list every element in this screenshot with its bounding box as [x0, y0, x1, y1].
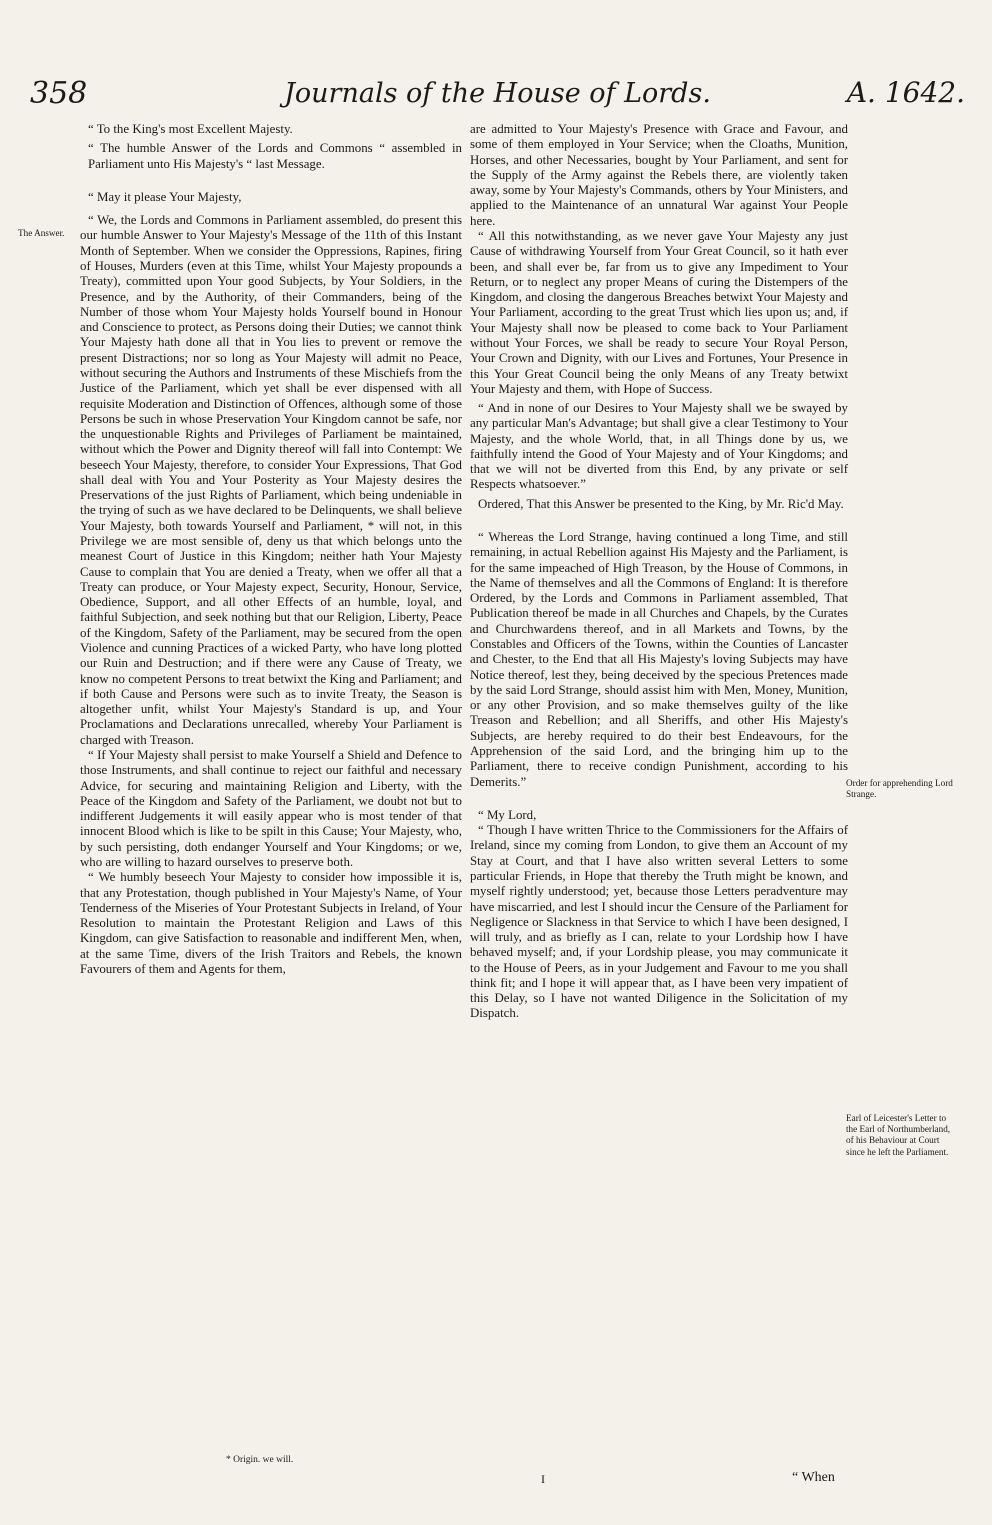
answer-paragraph-3: “ We humbly beseech Your Majesty to consider how impossible it is, that any Protestation, though published in Your Majesty's Name, of Your Tenderness of the Miseries of Your Protestant Subjects in Ireland, of Your Resolution to maintain the Protestant Religion and Laws of this Kingdom, can give Satisfaction to reasonable and indifferent Men, when, at the same Time, divers of the Irish Traitors and Rebels, the known Favourers of them and Agents for them, [80, 870, 462, 976]
answer-paragraph-3-continued: are admitted to Your Majesty's Presence with Grace and Favour, and some of them employed in Your Service; when the Cloaths, Munition, Horses, and other Necessaries, bought by Your Parliament, and sent for the Supply of the Army against the Rebels there, are violently taken away, some by Your Majesty's Commands, others by Your Ministers, and applied to the Maintenance of an unnatural War against Your People here. [470, 122, 848, 228]
signature-mark: I [541, 1472, 545, 1486]
page-year: A. 1642. [846, 76, 965, 109]
margin-note-leicester: Earl of Leicester's Letter to the Earl of Northumberland, of his Behaviour at Court since he left the Parliament. [846, 1113, 951, 1157]
margin-note-order-strange: Order for apprehending Lord Strange. [846, 778, 953, 800]
running-title: Journals of the House of Lords. [284, 78, 711, 109]
lord-strange-order: “ Whereas the Lord Strange, having continued a long Time, and still remaining, in actual Rebellion against His Majesty and the Parliament, is for the same impeached of High Treason, by the House of Commons, in the Name of themselves and all the Commons of England: It is therefore Ordered, by the Lords and Commons in Parliament assembled, That Publication thereof be made in all Churches and Chapels, by the Curates and Churchwardens thereof, and in all Markets and Towns, by the Constables and Officers of the Towns, within the Counties of Lancaster and Chester, to the End that all His Majesty's loving Subjects may have Notice thereof, lest they, being deceived by the specious Pretences made by the said Lord Strange, should assist him with Men, Money, Munition, or any other Provision, and so make themselves guilty of the like Treason and Rebellion; and all Sheriffs, and other His Majesty's Subjects, are hereby required to do their best Endeavours, for the Apprehension of the said Lord, and the bringing him up to the Parliament, there to receive condign Punishment, according to his Demerits.” [470, 530, 848, 789]
margin-note-answer: The Answer. [18, 228, 65, 238]
salutation: “ May it please Your Majesty, [88, 189, 242, 204]
letter-paragraph-1: “ Though I have written Thrice to the Commissioners for the Affairs of Ireland, since my coming from London, to give them an Account of my Stay at Court, and that I have also written several Letters to some particular Friends, in Hope that thereby the Truth might be known, and myself rightly understood; yet, because those Letters peradventure may have miscarried, and lest I should incur the Censure of the Parliament for Negligence or Slackness in that Service to which I have been designed, I will truly, and as briefly as I can, relate to your Lordship how I have behaved myself; and, if your Lordship please, you may communicate it to the House of Peers, as in your Judgement and Favour to me you shall think fit; and I hope it will appear that, as I have been very impatient of this Delay, so I have not wanted Diligence in the Solicitation of my Dispatch. [470, 823, 848, 1021]
address-line: “ To the King's most Excellent Majesty. [88, 122, 293, 136]
answer-paragraph-1: “ We, the Lords and Commons in Parliament assembled, do present this our humble Answer to Your Majesty's Message of the 11th of this Instant Month of September. When we consider the Oppressions, Rapines, firing of Houses, Murders (even at this Time, whilst Your Majesty propounds a Treaty), committed upon Your good Subjects, by Your Soldiers, in the Presence, and by the Authority, of their Commanders, being of the Number of those whom Your Majesty holds Yourself bound in Honour and Conscience to protect, as Persons doing their Duties; we cannot think Your Majesty hath done all that in You lies to prevent or remove the present Distractions; nor so long as Your Majesty will admit no Peace, without securing the Authors and Instruments of these Mischiefs from the Justice of the Parliament, which yet shall be ever dispensed with all requisite Moderation and Distinction of Offences, although some of those Persons be such in whose Preservation Your Kingdom cannot be safe, nor the unquestionable Rights and Privileges of Parliament be maintained, without which the Power and Dignity thereof will fall into Contempt: We beseech Your Majesty, therefore, to consider Your Expressions, That God shall deal with You and Your Posterity as Your Majesty desires the Preservations of the just Rights of Parliament, which being undeniable in the trying of such as we have declared to be Delinquents, we shall believe Your Majesty, both towards Yourself and Parliament, * will not, in this Privilege we are most sensible of, deny us that which belongs unto the meanest Court of Justice in this Kingdom; neither hath Your Majesty Cause to complain that You are denied a Treaty, when we offer all that a Treaty can produce, or Your Majesty expect, Security, Honour, Service, Obedience, Support, and all other Effects of an humble, loyal, and faithful Subjection, and seek nothing but that our Religion, Liberty, Peace of the Kingdom, Safety of the Parliament, may be secured from the open Violence and cunning Practices of a wicked Party, who have long plotted our Ruin and Destruction; and if there were any Cause of Treaty, we know no competent Persons to treat betwixt the King and Parliament; and if both Cause and Persons were such as to invite Treaty, the Season is altogether unfit, whilst Your Majesty's Standard is up, and Your Proclamations and Declarations unrecalled, whereby Your Parliament is charged with Treason. [80, 213, 462, 747]
page-number: 358 [30, 76, 88, 111]
footnote: * Origin. we will. [226, 1455, 294, 1465]
answer-paragraph-4: “ All this notwithstanding, as we never gave Your Majesty any just Cause of withdrawing Yourself from Your Great Council, so it hath ever been, and shall ever be, far from us to give any Impediment to Your Return, or to neglect any proper Means of curing the Distempers of the Kingdom, and closing the dangerous Breaches betwixt Your Majesty and Your Parliament, according to the great Trust which lies upon us; and, if Your Majesty shall now be pleased to come back to Your Parliament without Your Forces, we shall be ready to secure Your Royal Person, Your Crown and Dignity, with our Lives and Fortunes, Your Presence in this Your Great Council being the only Means of any Treaty betwixt Your Majesty and them, with Hope of Success. [470, 228, 848, 396]
letter-salutation: “ My Lord, [478, 807, 537, 822]
ordered-paragraph: Ordered, That this Answer be presented to the King, by Mr. Ric'd May. [478, 496, 844, 511]
right-column [470, 122, 848, 1022]
catchword: “ When [792, 1470, 835, 1485]
left-column [80, 122, 462, 977]
answer-heading: “ The humble Answer of the Lords and Commons “ assembled in Parliament unto His Majesty's “ last Message. [88, 141, 462, 171]
answer-paragraph-5: “ And in none of our Desires to Your Majesty shall we be swayed by any particular Man's Advantage; but shall give a clear Testimony to Your Majesty, and the whole World, that, in all Things done by us, we faithfully intend the Good of Your Majesty and of Your Kingdoms; and that we will not be diverted from this End, by any private or self Respects whatsoever.” [470, 401, 848, 492]
page-header [30, 76, 965, 120]
answer-paragraph-2: “ If Your Majesty shall persist to make Yourself a Shield and Defence to those Instruments, and shall continue to reject our faithful and necessary Advice, for securing and maintaining Religion and Liberty, with the Peace of the Kingdom and Safety of the Parliament, we doubt not but to indifferent Judgements it will easily appear who is most tender of that innocent Blood which is like to be spilt in this Cause; Your Majesty, who, by such persisting, doth endanger Yourself and Your Kingdoms; or we, who are willing to hazard ourselves to preserve both. [80, 747, 462, 869]
